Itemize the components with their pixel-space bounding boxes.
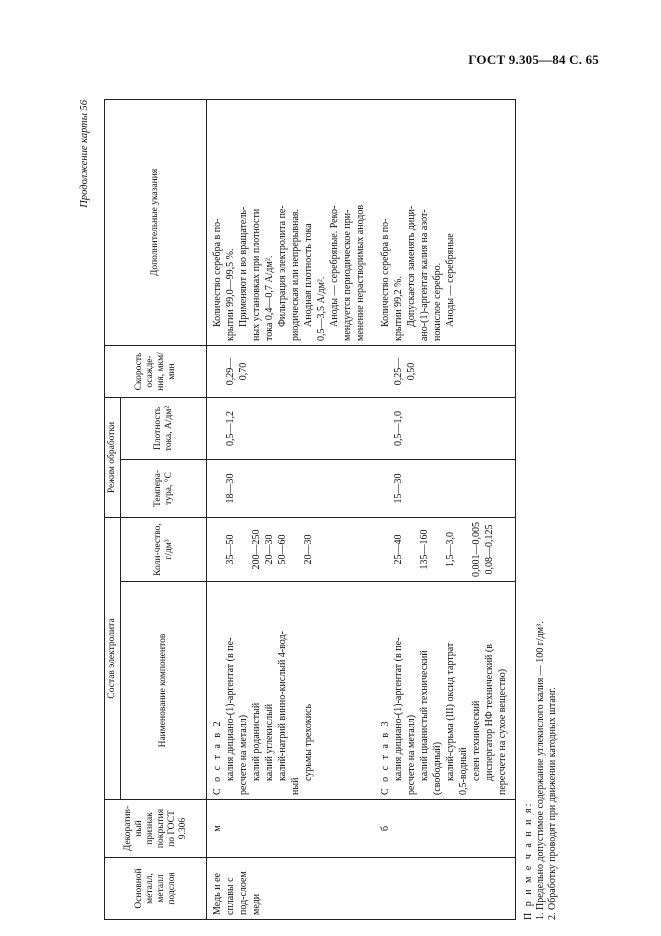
header-quantity: Коли-чество, г/дм³ [121,517,207,581]
component-line: 0,5-водный [458,747,469,795]
component-line: ресчете на металл) [238,714,249,795]
table-row [207,99,370,919]
header-decor: Декоратив-ный признак покрытия по ГОСТ 9.306 [105,800,207,858]
instruction-line: тока 0,4—0,7 А/дм². [264,255,275,341]
instruction-line: 0,5—3,5 А/дм². [316,276,327,341]
component-line: селен технический [471,700,482,781]
header-instructions: Дополнительные указания [105,99,207,345]
quantity-value: 20—30 [264,534,275,565]
component-line: калий цианистый технический [419,650,430,781]
cell-quantities [369,517,516,581]
note-item: 2. Обработку проводят при движении катодных штанг. [547,687,558,920]
quantity-value: 0,001—0,005 [471,522,482,577]
instruction-line: Применяют и во вращатель- [238,206,249,327]
cell-instructions [369,99,516,345]
cell-base-metal: Медь и ее сплавы с под-слоем меди [207,858,370,920]
component-line: калий роданистый [251,702,262,781]
header-base-metal: Основной металл, металл подслоя [105,858,207,920]
quantity-value: 135—160 [419,529,430,570]
instruction-line: Допускается заменять дици- [406,205,417,327]
density-value: 0,5—1,0 [393,410,404,446]
header-density: Плотность тока, А/дм² [121,397,207,459]
instruction-line: крытии 99,0—99,5 %. [225,248,236,341]
header-electrolyte-group: Состав электролита [105,517,121,799]
component-line: сурьмы трехокись [303,703,314,781]
electrolyte-table [104,99,516,920]
quantity-value: 35—50 [225,534,236,565]
quantity-value: 200—250 [251,529,262,570]
component-line: калия дициано-(1)-аргентат (в пе- [225,637,236,781]
quantity-value: 0,08—0,125 [484,524,495,575]
cell-density [207,397,370,459]
cell-base-metal [369,858,516,920]
cell-speed [207,345,370,397]
cell-decor: б [369,800,516,858]
table-row [369,99,516,919]
cell-components [207,582,370,800]
instruction-line: Количество серебра в по- [380,218,391,327]
composition-title: С о с т а в 2 [212,719,223,795]
cell-decor: м [207,800,370,858]
component-line: ный [290,777,301,795]
instruction-line: Количество серебра в по- [212,218,223,327]
instruction-line: Аноды — серебряные [445,233,456,327]
speed-value: 0,25—0,50 [393,357,417,386]
cell-temperature [207,459,370,517]
instruction-line: мендуется периодическое при- [342,209,353,341]
instruction-line: риодическая или непрерывная. [290,208,301,341]
quantity-value: 20—30 [303,534,314,565]
cell-temperature [369,459,516,517]
instruction-line: ано-(1)-аргентат калия на азот- [419,209,430,341]
cell-speed [369,345,516,397]
component-line: калий-натрий винно-кислый 4-вод- [277,631,288,781]
note-item: 1. Предельно допустимое содержание углекислого калия — 100 г/дм³. [535,621,546,920]
notes-title: П р и м е ч а н и я: [523,801,534,920]
component-line: калия дициано-(1)-аргентат (в пе- [393,637,404,781]
cell-density [369,397,516,459]
component-line: пересчете на сухое вещество) [497,668,508,795]
instruction-line: Аноды — серебряные. Реко- [329,205,340,327]
instruction-line: Анодная плотность тока [303,223,314,327]
instruction-line: менение нерастворимых анодов [355,204,366,341]
header-speed: Скорость осажде-ния, мкм/мин [105,345,207,397]
composition-title: С о с т а в 3 [380,719,391,795]
speed-value: 0,29—0,70 [225,357,249,386]
temperature-value: 18—30 [225,473,236,504]
page-header: ГОСТ 9.305—84 С. 65 [468,52,599,67]
header-row-1 [105,99,121,919]
cell-components [369,582,516,800]
component-line: калий углекислый [264,703,275,781]
instruction-line: ных установках при плотности [251,208,262,341]
component-line: ресчете на металл) [406,714,417,795]
instruction-line: Фильтрация электролита пе- [277,205,288,327]
component-line: (свободный) [432,741,443,795]
header-mode-group: Режим обработки [105,397,121,517]
header-temperature: Темпера-тура, °С [121,459,207,517]
cell-quantities [207,517,370,581]
quantity-value: 1,5—3,0 [445,532,456,567]
continuation-label: Продолжение карты 56 [79,100,90,208]
notes-block [523,621,559,920]
component-line: диспергатор НФ технический (в [484,644,495,781]
instruction-line: крытии 99,2 %. [393,276,404,341]
quantity-value: 50—60 [277,534,288,565]
instruction-line: нокислое серебро. [432,262,443,341]
temperature-value: 15—30 [393,473,404,504]
quantity-value: 25—40 [393,534,404,565]
density-value: 0,5—1,2 [225,410,236,446]
header-component-name: Наименование компонентов [121,582,207,800]
cell-instructions [207,99,370,345]
component-line: калий-сурьма (III) оксид тартрат [445,642,456,781]
rotated-table-area [68,100,608,920]
